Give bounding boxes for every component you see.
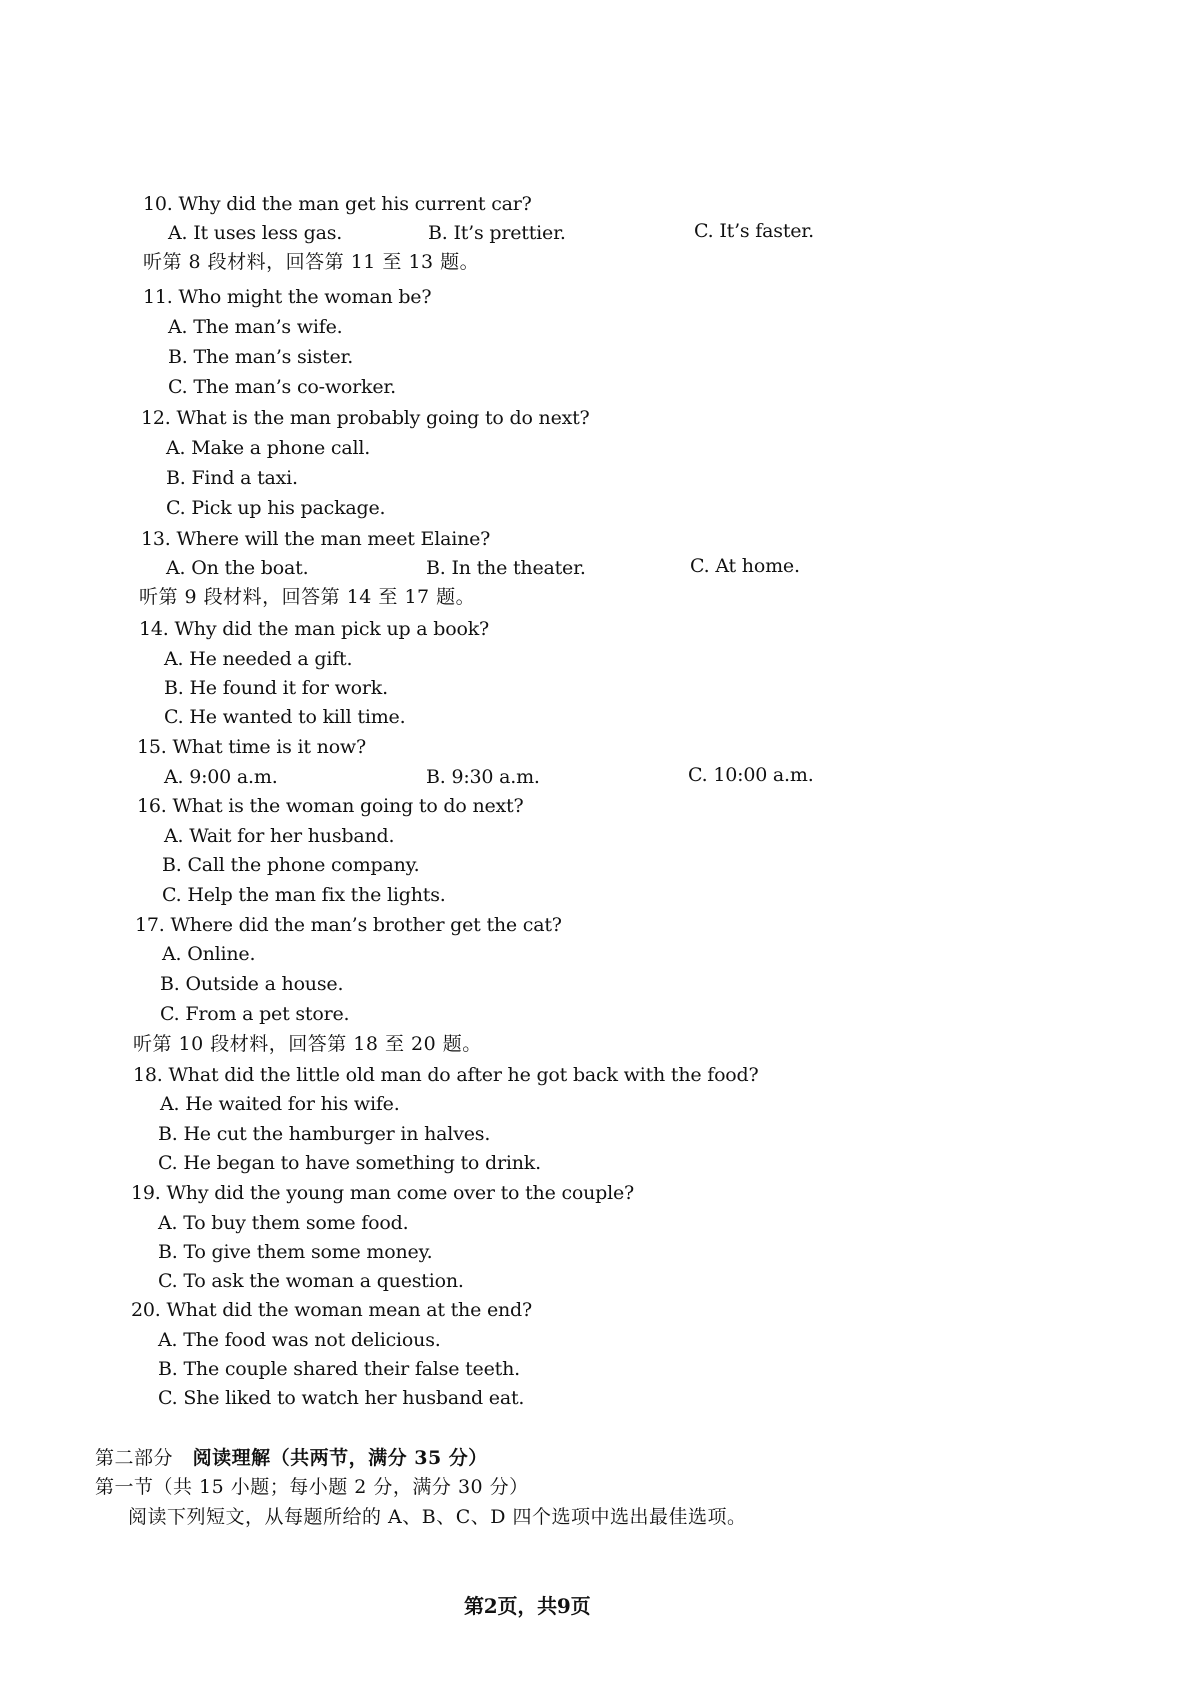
question-19-option-c: C. To ask the woman a question. [158, 1270, 464, 1292]
question-14-option-a: A. He needed a gift. [164, 648, 353, 670]
question-17-option-a: A. Online. [162, 943, 256, 965]
question-10-option-b: B. It’s prettier. [428, 222, 566, 244]
page-number: 第2页，共9页 [464, 1594, 591, 1618]
part-2-title: 阅读理解（共两节，满分 35 分） [192, 1447, 488, 1469]
question-18-stem: 18. What did the little old man do after he got back with the food? [133, 1064, 759, 1086]
part-2-heading [95, 1445, 488, 1471]
question-10-stem: 10. Why did the man get his current car? [143, 193, 532, 215]
question-12-option-a: A. Make a phone call. [166, 437, 371, 459]
question-18-option-c: C. He began to have something to drink. [158, 1152, 541, 1174]
question-15-option-a: A. 9:00 a.m. [164, 766, 278, 788]
section-9-instruction: 听第 9 段材料，回答第 14 至 17 题。 [139, 586, 476, 608]
question-19-option-a: A. To buy them some food. [158, 1212, 409, 1234]
question-15-stem: 15. What time is it now? [137, 736, 366, 758]
question-15-option-c: C. 10:00 a.m. [688, 764, 814, 786]
question-14-option-c: C. He wanted to kill time. [164, 706, 406, 728]
question-17-option-b: B. Outside a house. [160, 973, 344, 995]
question-18-option-a: A. He waited for his wife. [160, 1093, 400, 1115]
question-11-option-c: C. The man’s co-worker. [168, 376, 397, 398]
question-16-option-c: C. Help the man fix the lights. [162, 884, 446, 906]
question-11-option-a: A. The man’s wife. [168, 316, 343, 338]
section-8-instruction: 听第 8 段材料，回答第 11 至 13 题。 [143, 251, 480, 273]
question-14-option-b: B. He found it for work. [164, 677, 388, 699]
part-2-subheading: 第一节（共 15 小题；每小题 2 分，满分 30 分） [95, 1476, 529, 1498]
section-10-instruction: 听第 10 段材料，回答第 18 至 20 题。 [133, 1033, 482, 1055]
question-10-option-c: C. It’s faster. [694, 220, 814, 242]
question-17-option-c: C. From a pet store. [160, 1003, 350, 1025]
part-2-label: 第二部分 [95, 1447, 174, 1469]
question-20-option-c: C. She liked to watch her husband eat. [158, 1387, 525, 1409]
question-12-stem: 12. What is the man probably going to do next? [141, 407, 590, 429]
question-20-option-a: A. The food was not delicious. [158, 1329, 441, 1351]
question-12-option-c: C. Pick up his package. [166, 497, 386, 519]
question-16-option-a: A. Wait for her husband. [164, 825, 395, 847]
question-19-stem: 19. Why did the young man come over to the couple? [131, 1182, 635, 1204]
question-11-stem: 11. Who might the woman be? [143, 286, 432, 308]
question-13-option-a: A. On the boat. [166, 557, 309, 579]
question-10-option-a: A. It uses less gas. [168, 222, 343, 244]
question-18-option-b: B. He cut the hamburger in halves. [158, 1123, 491, 1145]
question-11-option-b: B. The man’s sister. [168, 346, 354, 368]
part-2-instruction: 阅读下列短文，从每题所给的 A、B、C、D 四个选项中选出最佳选项。 [128, 1506, 747, 1528]
question-20-option-b: B. The couple shared their false teeth. [158, 1358, 520, 1380]
question-13-option-c: C. At home. [690, 555, 800, 577]
question-16-option-b: B. Call the phone company. [162, 854, 420, 876]
question-14-stem: 14. Why did the man pick up a book? [139, 618, 489, 640]
question-15-option-b: B. 9:30 a.m. [426, 766, 540, 788]
question-16-stem: 16. What is the woman going to do next? [137, 795, 524, 817]
question-17-stem: 17. Where did the man’s brother get the cat? [135, 914, 562, 936]
question-13-stem: 13. Where will the man meet Elaine? [141, 528, 491, 550]
question-13-option-b: B. In the theater. [426, 557, 586, 579]
question-20-stem: 20. What did the woman mean at the end? [131, 1299, 532, 1321]
question-12-option-b: B. Find a taxi. [166, 467, 298, 489]
question-19-option-b: B. To give them some money. [158, 1241, 433, 1263]
